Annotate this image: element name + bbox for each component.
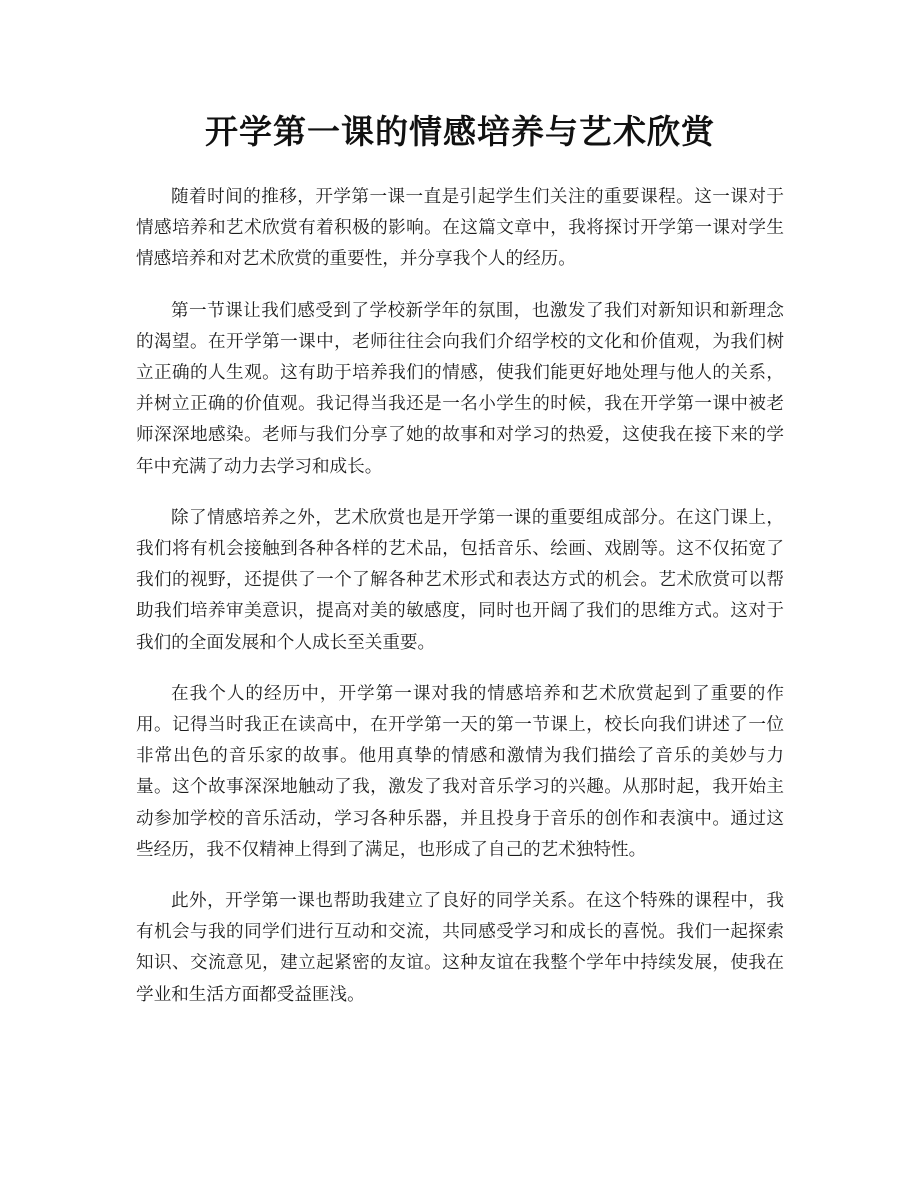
paragraph-2: 第一节课让我们感受到了学校新学年的氛围，也激发了我们对新知识和新理念的渴望。在开学第一课中，老师往往会向我们介绍学校的文化和价值观，为我们树立正确的人生观。这有助于培养我们的情感，使我们能更好地处理与他人的关系，并树立正确的价值观。我记得当我还是一名小学生的时候，我在开学第一课中被老师深深地感染。老师与我们分享了她的故事和对学习的热爱，这使我在接下来的学年中充满了动力去学习和成长。 [136,300,784,477]
paragraph-1: 随着时间的推移，开学第一课一直是引起学生们关注的重要课程。这一课对于情感培养和艺术欣赏有着积极的影响。在这篇文章中，我将探讨开学第一课对学生情感培养和对艺术欣赏的重要性，并分享我个人的经历。 [136,187,784,270]
paragraph-4: 在我个人的经历中，开学第一课对我的情感培养和艺术欣赏起到了重要的作用。记得当时我正在读高中，在开学第一天的第一节课上，校长向我们讲述了一位非常出色的音乐家的故事。他用真挚的情感和激情为我们描绘了音乐的美妙与力量。这个故事深深地触动了我，激发了我对音乐学习的兴趣。从那时起，我开始主动参加学校的音乐活动，学习各种乐器，并且投身于音乐的创作和表演中。通过这些经历，我不仅精神上得到了满足，也形成了自己的艺术独特性。 [136,683,784,860]
paragraph-5: 此外，开学第一课也帮助我建立了良好的同学关系。在这个特殊的课程中，我有机会与我的同学们进行互动和交流，共同感受学习和成长的喜悦。我们一起探索知识、交流意见，建立起紧密的友谊。这种友谊在我整个学年中持续发展，使我在学业和生活方面都受益匪浅。 [136,891,784,1005]
document-body [136,182,784,1031]
paragraph-3: 除了情感培养之外，艺术欣赏也是开学第一课的重要组成部分。在这门课上，我们将有机会接触到各种各样的艺术品，包括音乐、绘画、戏剧等。这不仅拓宽了我们的视野，还提供了一个了解各种艺术形式和表达方式的机会。艺术欣赏可以帮助我们培养审美意识，提高对美的敏感度，同时也开阔了我们的思维方式。这对于我们的全面发展和个人成长至关重要。 [136,507,784,653]
document-title: 开学第一课的情感培养与艺术欣赏 [205,112,715,151]
